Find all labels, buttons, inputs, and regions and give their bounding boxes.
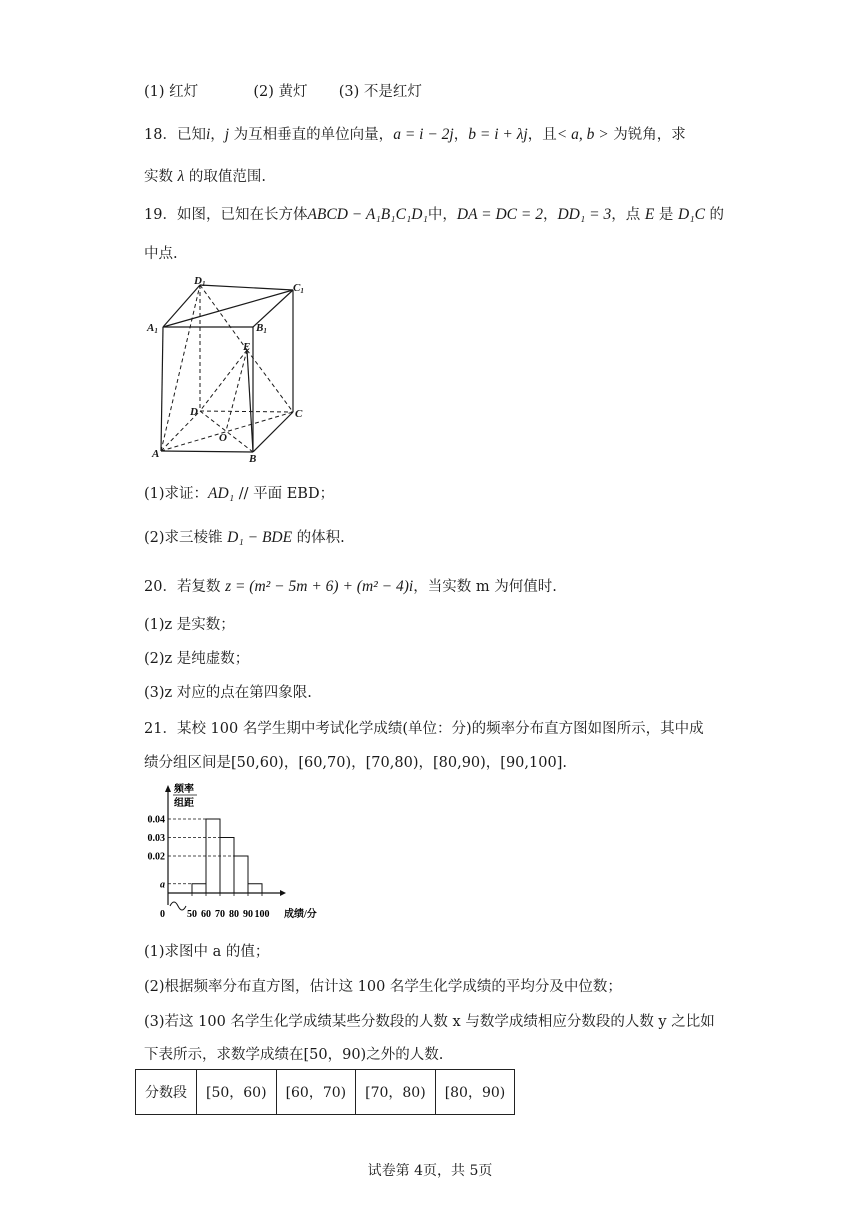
edge-D-C <box>200 411 293 412</box>
cuboid-figure <box>145 274 315 466</box>
y-tick-label: a <box>160 879 165 891</box>
table-cell: [60，70) <box>276 1070 356 1115</box>
histogram-bar <box>220 838 234 894</box>
page-footer: 试卷第 4页，共 5页 <box>367 1163 493 1179</box>
q19-line-2: 中点. <box>144 246 178 262</box>
table-cell: [50，60) <box>197 1070 277 1115</box>
y-tick-label: 0.02 <box>147 851 165 863</box>
table-row <box>136 1070 515 1115</box>
edge-A-B <box>161 451 253 452</box>
q19-part-1: (1)求证：AD₁ // 平面 EBD； <box>144 485 335 502</box>
q17-option-2: (2) 黄灯 <box>253 84 308 100</box>
label-C1: C1 <box>293 282 304 295</box>
x-tick-label: 100 <box>254 909 270 920</box>
q19-line-1: 19．如图，已知在长方体ABCD − A₁B₁C₁D₁中，DA = DC = 2，DD₁ = 3，点 E 是 D₁C 的 <box>144 206 725 223</box>
edge-A-A1 <box>161 327 163 451</box>
y-label-bottom: 组距 <box>174 798 194 809</box>
q20-part-3: (3)z 对应的点在第四象限. <box>144 685 312 701</box>
x-tick-label: 60 <box>201 909 211 920</box>
expr-b: b = i + λj <box>468 126 528 143</box>
label-C: C <box>295 408 303 420</box>
q21-part-3b: 下表所示，求数学成绩在[50，90)之外的人数. <box>144 1047 444 1063</box>
x-tick-label: 70 <box>215 909 225 920</box>
x-tick-label: 0 <box>160 909 165 920</box>
vec-j: j <box>224 126 230 143</box>
y-axis-arrow <box>165 785 171 792</box>
angle-ab: < a, b > <box>556 126 609 143</box>
label-O: O <box>219 432 227 444</box>
edge-A1-D1 <box>163 285 200 327</box>
label-D1: D1 <box>194 275 206 288</box>
edge-E-D <box>200 350 247 411</box>
edge-B-C <box>253 412 293 452</box>
expr-a: a = i − 2j <box>393 126 454 143</box>
edge-E-O <box>226 350 247 431</box>
label-B1: B1 <box>256 322 267 335</box>
label-B: B <box>249 453 257 465</box>
label-A1: A1 <box>147 322 158 335</box>
q20-part-1: (1)z 是实数； <box>144 617 235 633</box>
x-axis-arrow <box>280 890 286 896</box>
edge-E-C <box>247 350 293 412</box>
label-A: A <box>152 448 160 460</box>
y-tick-label: 0.04 <box>147 814 165 826</box>
score-table <box>135 1069 515 1115</box>
q17-options <box>144 80 422 101</box>
q18-line-1: 18．已知i，j 为互相垂直的单位向量，a = i − 2j，b = i + λj，且< a, b > 为锐角，求 <box>144 126 686 143</box>
q21-part-1: (1)求图中 a 的值； <box>144 944 270 960</box>
edge-B-E <box>247 350 253 452</box>
histogram-bar <box>192 884 206 893</box>
q21-part-3a: (3)若这 100 名学生化学成绩某些分数段的人数 x 与数学成绩相应分数段的人数 y 之比如 <box>144 1014 715 1030</box>
histogram-bar <box>248 884 262 893</box>
histogram-bar <box>234 856 248 893</box>
q19-part-2: (2)求三棱锥 D₁ − BDE 的体积. <box>144 529 345 546</box>
q20-line-1: 20．若复数 z = (m² − 5m + 6) + (m² − 4)i，当实数 m 为何值时. <box>144 578 557 595</box>
x-tick-label: 50 <box>187 909 197 920</box>
table-cell: [70，80) <box>356 1070 436 1115</box>
q17-option-1: (1) 红灯 <box>144 84 199 100</box>
q21-part-2: (2)根据频率分布直方图，估计这 100 名学生化学成绩的平均分及中位数； <box>144 979 622 995</box>
histogram-chart <box>140 783 350 923</box>
axis-break <box>170 902 186 910</box>
table-cell: [80，90) <box>435 1070 515 1115</box>
table-cell: 分数段 <box>136 1070 197 1115</box>
label-D: D <box>190 406 198 418</box>
q18-line-2: 实数 λ 的取值范围. <box>144 168 267 185</box>
q21-line-1: 21．某校 100 名学生期中考试化学成绩(单位：分)的频率分布直方图如图所示，其中成 <box>144 721 704 737</box>
q20-part-2: (2)z 是纯虚数； <box>144 651 250 667</box>
complex-expr: z = (m² − 5m + 6) + (m² − 4)i <box>225 578 414 595</box>
edge-D1-E <box>200 285 247 350</box>
edge-A-D1 <box>161 285 200 451</box>
y-label-top: 频率 <box>174 784 194 795</box>
x-axis-label: 成绩/分 <box>284 909 317 920</box>
y-tick-label: 0.03 <box>147 833 165 844</box>
x-tick-label: 80 <box>229 909 239 920</box>
label-E: E <box>243 341 251 353</box>
edge-D1-C1 <box>200 285 293 290</box>
q17-option-3: (3) 不是红灯 <box>338 84 422 100</box>
prism-name: ABCD − A₁B₁C₁D₁ <box>307 206 428 223</box>
vec-i: i <box>205 126 211 143</box>
q21-line-2: 绩分组区间是[50,60)，[60,70)，[70,80)，[80,90)，[90,100]. <box>144 755 567 771</box>
x-tick-label: 90 <box>243 909 253 920</box>
